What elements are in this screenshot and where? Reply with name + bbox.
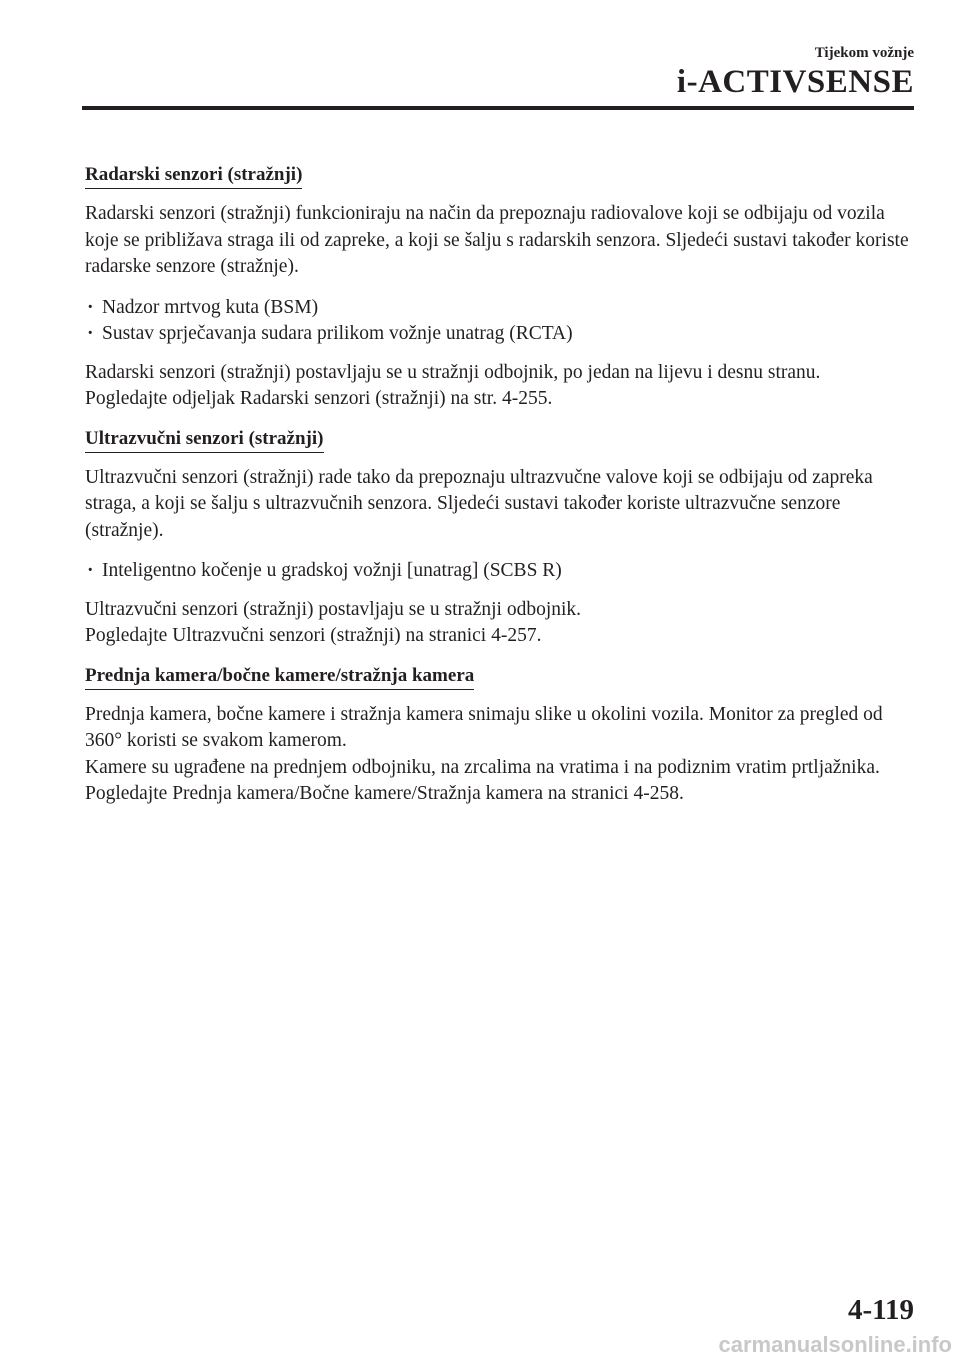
- section-radar-sensors: [85, 163, 915, 413]
- list-item: · Sustav sprječavanja sudara prilikom vožnje unatrag (RCTA): [87, 321, 915, 348]
- header-rule: [82, 106, 914, 110]
- text-line: Prednja kamera, bočne kamere i stražnja kamera snimaju slike u okolini vozila. Monitor za pregled od 360° koristi se svakom kamerom.: [85, 703, 883, 751]
- text-line: Kamere su ugrađene na prednjem odbojniku, na zrcalima na vratima i na podiznim vratim prtljažnika.: [85, 756, 880, 778]
- section-title: i-ACTIVSENSE: [676, 64, 914, 100]
- bullet-list: [85, 558, 915, 585]
- cross-reference: Pogledajte Ultrazvučni senzori (stražnji) na stranici 4-257.: [85, 625, 542, 646]
- cross-reference: Pogledajte odjeljak Radarski senzori (stražnji) na str. 4-255.: [85, 388, 553, 409]
- section-cameras: [85, 664, 915, 808]
- paragraph: [85, 360, 915, 413]
- chapter-title: Tijekom vožnje: [814, 45, 914, 61]
- text-line: Ultrazvučni senzori (stražnji) postavljaju se u stražnji odbojnik.: [85, 598, 582, 620]
- section-ultrasonic-sensors: [85, 427, 915, 650]
- page-header: [677, 44, 914, 100]
- section-heading: Prednja kamera/bočne kamere/stražnja kamera: [85, 664, 474, 690]
- section-heading: Ultrazvučni senzori (stražnji): [85, 427, 324, 453]
- paragraph: [85, 597, 915, 650]
- cross-reference: Pogledajte Prednja kamera/Bočne kamere/Stražnja kamera na stranici 4-258.: [85, 783, 684, 804]
- list-item: · Nadzor mrtvog kuta (BSM): [87, 295, 915, 322]
- page-number: 4-119: [847, 1294, 914, 1326]
- bullet-list: [85, 295, 915, 348]
- text-line: Radarski senzori (stražnji) postavljaju se u stražnji odbojnik, po jedan na lijevu i desnu stranu.: [85, 361, 821, 383]
- page-content: [85, 163, 915, 822]
- section-heading: Radarski senzori (stražnji): [85, 163, 302, 189]
- paragraph: Radarski senzori (stražnji) funkcioniraju na način da prepoznaju radiovalove koji se odbijaju od vozila koje se približava straga ili od zapreke, a koji se šalju s radarskih senzora. Sljedeći sustavi također koriste radarske senzore (stražnje).: [85, 203, 909, 277]
- paragraph: Ultrazvučni senzori (stražnji) rade tako da prepoznaju ultrazvučne valove koji se odbijaju od zapreka straga, a koji se šalju s ultrazvučnih senzora. Sljedeći sustavi također koriste ultrazvučne senzore (stražnje).: [85, 466, 873, 541]
- paragraph: [85, 702, 915, 808]
- list-item: · Inteligentno kočenje u gradskoj vožnji [unatrag] (SCBS R): [87, 558, 915, 585]
- watermark: carmanualsonline.info: [718, 1332, 952, 1357]
